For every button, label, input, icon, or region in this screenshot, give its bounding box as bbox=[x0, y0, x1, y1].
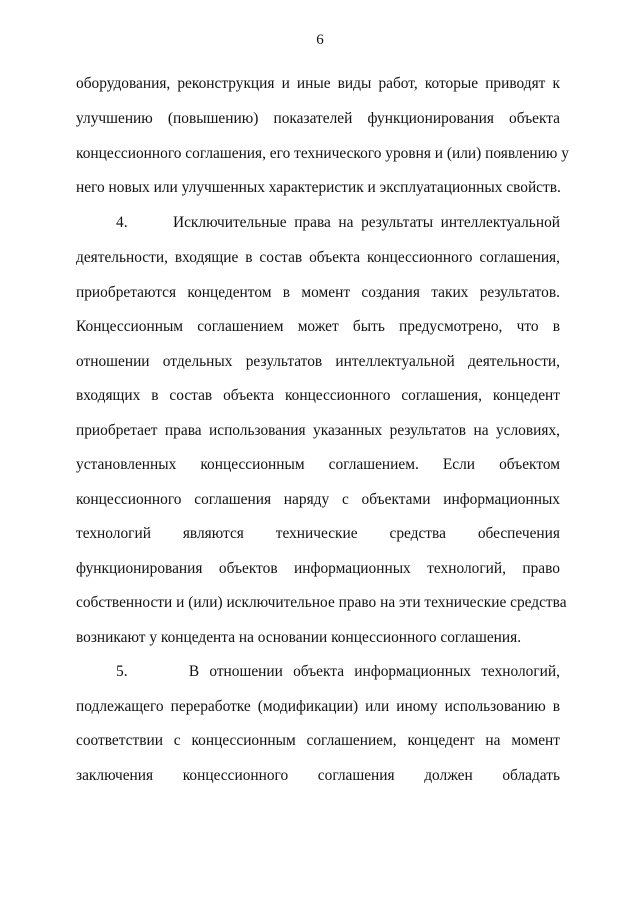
text-line: отношении отдельных результатов интеллектуальной деятельности, bbox=[76, 353, 560, 370]
text-line: функционирования объектов информационных технологий, право bbox=[76, 560, 560, 577]
text-line: возникают у концедента на основании концессионного соглашения. bbox=[76, 629, 522, 646]
text-line: концессионного соглашения наряду с объектами информационных bbox=[76, 491, 560, 508]
text-line: соответствии с концессионным соглашением, концедент на момент bbox=[76, 732, 560, 749]
text-line: улучшению (повышению) показателей функционирования объекта bbox=[76, 110, 560, 127]
text-line: 5. В отношении объекта информационных технологий, bbox=[116, 663, 560, 680]
text-line: деятельности, входящие в состав объекта концессионного соглашения, bbox=[76, 249, 560, 266]
page-number: 6 bbox=[316, 32, 324, 48]
text-line: оборудования, реконструкция и иные виды работ, которые приводят к bbox=[76, 75, 560, 92]
text-line: собственности и (или) исключительное право на эти технические средства bbox=[76, 594, 567, 611]
text-line: него новых или улучшенных характеристик и эксплуатационных свойств. bbox=[76, 179, 561, 196]
text-line: входящих в состав объекта концессионного соглашения, концедент bbox=[76, 387, 560, 404]
text-line: технологий являются технические средства обеспечения bbox=[76, 525, 560, 542]
text-line: установленных концессионным соглашением. Если объектом bbox=[76, 456, 560, 473]
text-line: концессионного соглашения, его технического уровня и (или) появлению у bbox=[76, 145, 569, 162]
text-line: Концессионным соглашением может быть предусмотрено, что в bbox=[76, 318, 560, 335]
text-line: приобретаются концедентом в момент создания таких результатов. bbox=[76, 284, 560, 301]
text-line: подлежащего переработке (модификации) или иному использованию в bbox=[76, 698, 560, 715]
text-line: заключения концессионного соглашения должен обладать bbox=[76, 767, 560, 784]
text-line: 4. Исключительные права на результаты интеллектуальной bbox=[116, 214, 560, 231]
text-line: приобретает права использования указанных результатов на условиях, bbox=[76, 422, 560, 439]
